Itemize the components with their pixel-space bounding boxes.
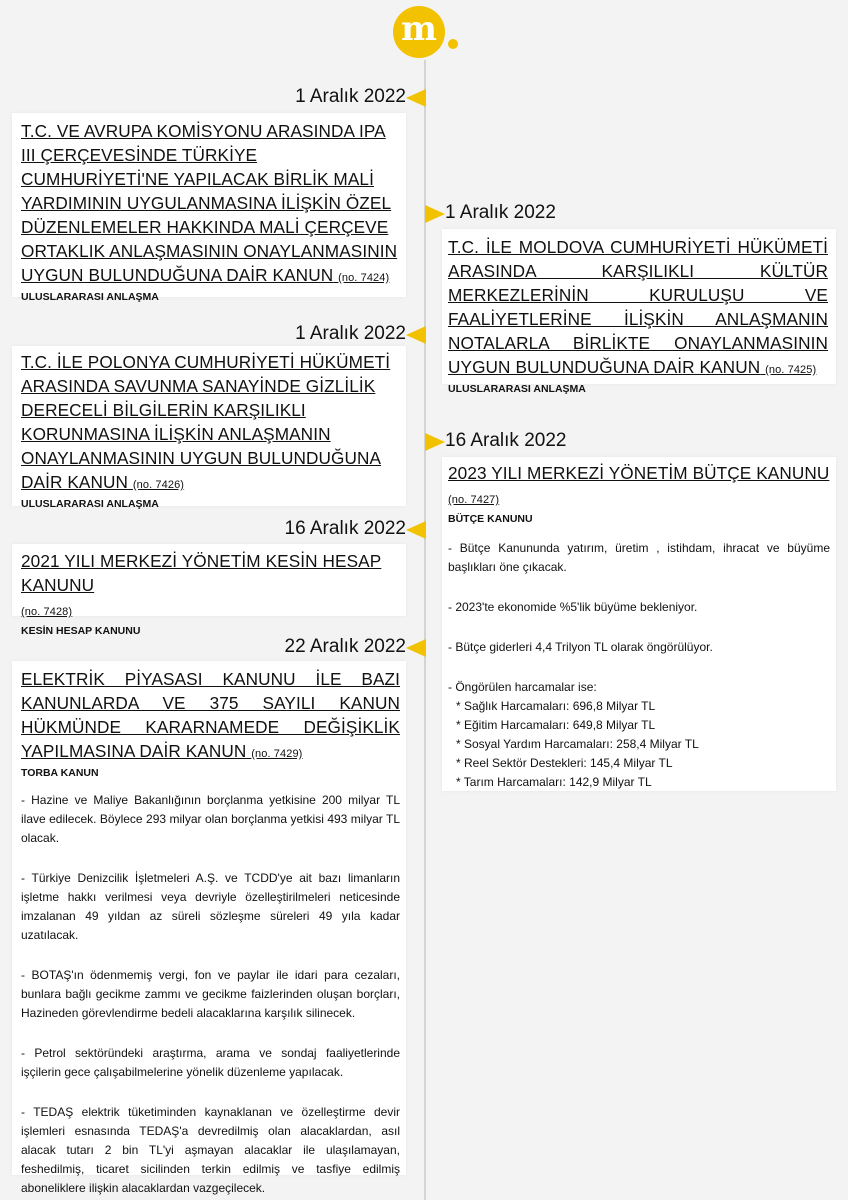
- law-number: (no. 7424): [338, 272, 390, 284]
- spending-item: * Reel Sektör Destekleri: 145,4 Milyar TL: [456, 756, 673, 770]
- law-card-7429: [12, 661, 406, 1195]
- law-category: BÜTÇE KANUNU: [448, 513, 533, 525]
- timeline-marker-left: [406, 326, 426, 344]
- summary-item: - Hazine ve Maliye Bakanlığının borçlanma yetkisine 200 milyar TL ilave edilecek. Böylece 293 milyar olan borçlanma yetkisi 493 milyar TL olacak.: [21, 793, 400, 845]
- law-category: ULUSLARARASI ANLAŞMA: [21, 291, 159, 303]
- law-title: 2021 YILI MERKEZİ YÖNETİM KESİN HESAP KANUNU (no. 7428): [21, 551, 382, 618]
- law-category: TORBA KANUN: [21, 767, 99, 779]
- entry-date: 16 Aralık 2022: [445, 430, 567, 451]
- law-category: KESİN HESAP KANUNU: [21, 625, 141, 637]
- law-number: (no. 7429): [251, 748, 303, 760]
- spending-item: * Eğitim Harcamaları: 649,8 Milyar TL: [456, 718, 656, 732]
- summary-item: - Petrol sektöründeki araştırma, arama ve sondaj faaliyetlerinde işçilerin gece çalışabilmelerine yönelik düzenleme yapılacak.: [21, 1046, 400, 1079]
- law-category: ULUSLARARASI ANLAŞMA: [21, 498, 159, 510]
- timeline-marker-left: [406, 639, 426, 657]
- spending-item: * Sosyal Yardım Harcamaları: 258,4 Milyar TL: [456, 737, 699, 751]
- law-title: T.C. VE AVRUPA KOMİSYONU ARASINDA IPA III ÇERÇEVESİNDE TÜRKİYE CUMHURİYETİ'NE YAPILACAK BİRLİK MALİ YARDIMININ UYGULANMASINA İLİŞKİN ÖZEL DÜZENLEMELER HAKKINDA MALİ ÇERÇEVE ORTAKLIK ANLAŞMASININ ONAYLANMASININ UYGUN BULUNDUĞUNA DAİR KANUN (no. 7424): [21, 121, 398, 285]
- summary-item: - BOTAŞ'ın ödenmemiş vergi, fon ve paylar ile idari para cezaları, bunlara bağlı gecikme zammı ve gecikme faizlerinden oluşan borçları, Hazineden görevlendirme bedeli alacaklarına karşılık silinecek.: [21, 968, 400, 1020]
- law-number: (no. 7426): [132, 479, 185, 491]
- timeline-marker-left: [406, 521, 426, 539]
- law-title: T.C. İLE POLONYA CUMHURİYETİ HÜKÜMETİ ARASINDA SAVUNMA SANAYİNDE GİZLİLİK DERECELİ BİLGİLERİN KARŞILIKLI KORUNMASINA İLİŞKİN ANLAŞMANIN ONAYLANMASININ UYGUN BULUNDUĞUNA DAİR KANUN (no. 7426): [21, 352, 391, 492]
- entry-date: 1 Aralık 2022: [295, 86, 406, 107]
- law-title: 2023 YILI MERKEZİ YÖNETİM BÜTÇE KANUNU (no. 7427): [448, 463, 830, 506]
- brand-logo: [393, 6, 451, 64]
- law-summary: [448, 539, 830, 792]
- entry-date: 1 Aralık 2022: [295, 323, 406, 344]
- law-title: ELEKTRİK PİYASASI KANUNU İLE BAZI KANUNLARDA VE 375 SAYILI KANUN HÜKMÜNDE KARARNAMEDE DEĞİŞİKLİK YAPILMASINA DAİR KANUN (no. 7429): [21, 669, 400, 761]
- entry-date: 16 Aralık 2022: [284, 518, 406, 539]
- law-card-7426: [12, 346, 406, 510]
- law-card-7424: [12, 113, 406, 303]
- law-card-7428: [12, 544, 406, 637]
- law-card-7425: [442, 229, 836, 395]
- timeline-marker-right: [425, 205, 445, 223]
- summary-item: - TEDAŞ elektrik tüketiminden kaynaklanan ve özelleştirme devir işlemleri esnasında TEDAŞ'a devredilmiş olan alacaklardan, asıl alacak tutarı 2 bin TL'yi aşmayan alacaklar ile ulaşılamayan, feshedilmiş, ticaret sicilinden terkin edilmiş ve tasfiye edilmiş aboneliklere ilişkin alacaklardan vazgeçilecek.: [21, 1105, 400, 1195]
- summary-item: - Bütçe Kanununda yatırım, üretim , istihdam, ihracat ve büyüme başlıkları öne çıkacak.: [448, 541, 830, 574]
- law-title: T.C. İLE MOLDOVA CUMHURİYETİ HÜKÜMETİ ARASINDA KARŞILIKLI KÜLTÜR MERKEZLERİNİN KURULUŞU VE FAALİYETLERİNE İLİŞKİN ANLAŞMANIN NOTALARLA BİRLİKTE ONAYLANMASININ UYGUN BULUNDUĞUNA DAİR KANUN (no. 7425): [448, 237, 828, 377]
- summary-item: - Öngörülen harcamalar ise:: [448, 680, 597, 694]
- timeline-axis: [424, 60, 426, 1200]
- logo-dot: [448, 39, 458, 49]
- spending-item: * Sağlık Harcamaları: 696,8 Milyar TL: [456, 699, 656, 713]
- law-number: (no. 7428): [21, 606, 73, 618]
- law-category: ULUSLARARASI ANLAŞMA: [448, 383, 586, 395]
- summary-item: - Bütçe giderleri 4,4 Trilyon TL olarak öngörülüyor.: [448, 640, 713, 654]
- entry-date: 22 Aralık 2022: [284, 636, 406, 657]
- law-number: (no. 7427): [448, 494, 500, 506]
- timeline-marker-left: [406, 89, 426, 107]
- spending-item: * Tarım Harcamaları: 142,9 Milyar TL: [456, 775, 652, 789]
- law-card-7427: [442, 457, 836, 791]
- logo-mark: m: [393, 6, 445, 58]
- summary-item: - 2023'te ekonomide %5'lik büyüme bekleniyor.: [448, 600, 698, 614]
- timeline-marker-right: [425, 433, 445, 451]
- summary-item: - Türkiye Denizcilik İşletmeleri A.Ş. ve TCDD'ye ait bazı limanların işletme hakkı verilmesi veya devriyle özelleştirilmeleri neticesinde imzalanan 49 yıldan az süreli sözleşme süreleri 49 yıla kadar uzatılacak.: [21, 871, 400, 942]
- law-summary: [21, 791, 400, 1198]
- entry-date: 1 Aralık 2022: [445, 202, 556, 223]
- law-number: (no. 7425): [765, 364, 817, 376]
